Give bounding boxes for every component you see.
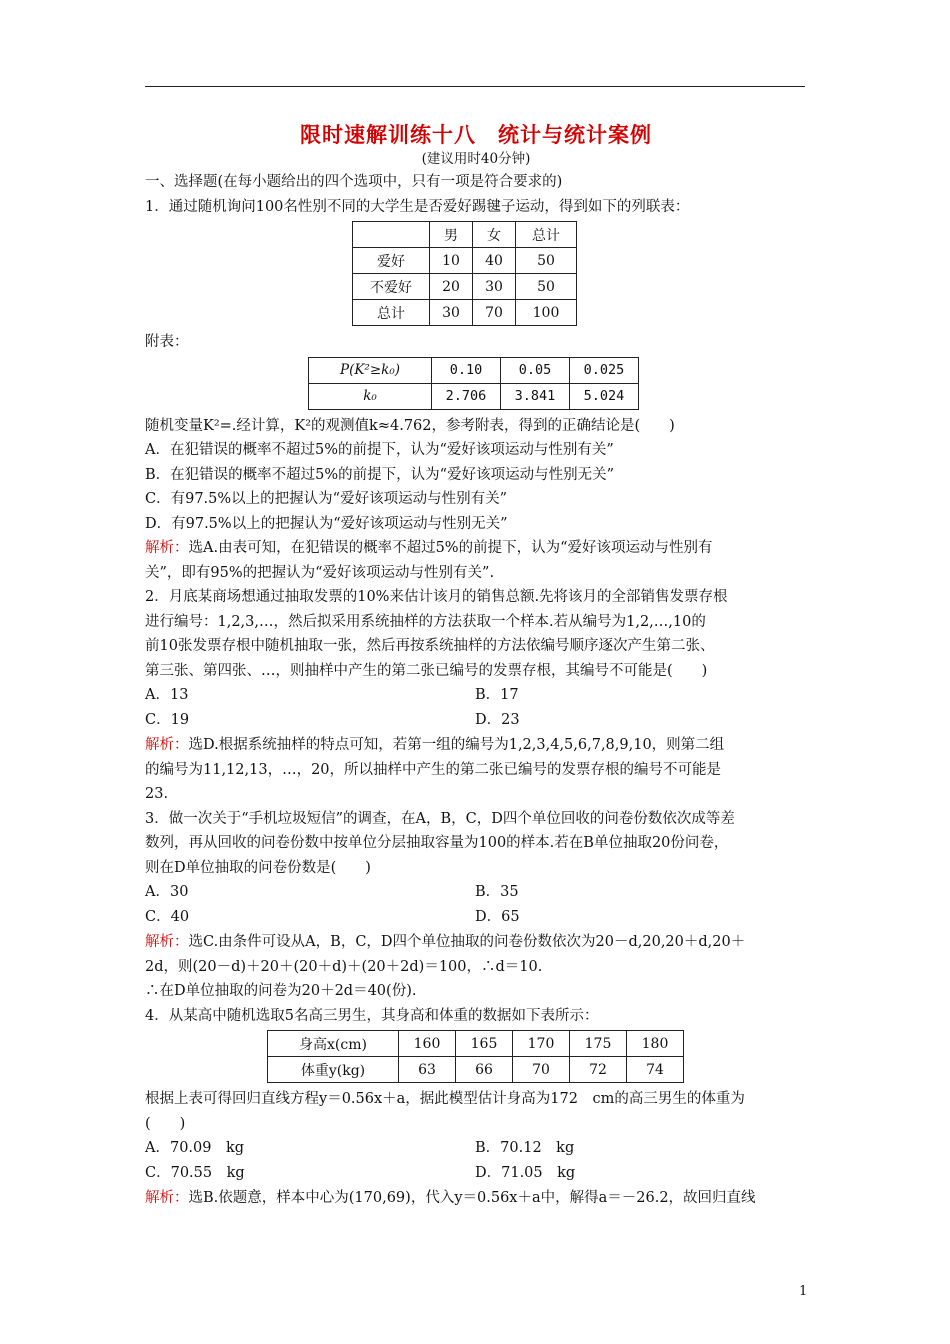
q3-analysis <box>145 930 807 955</box>
q1-option-c: C．有97.5%以上的把握认为“爱好该项运动与性别有关” <box>145 491 507 507</box>
q3-line-2: 数列，再从回收的问卷份数中按单位分层抽取容量为100的样本.若在B单位抽取20份问卷， <box>145 835 729 851</box>
q1-appendix-table <box>308 357 639 410</box>
q4-option-b: B．70.12 kg <box>475 1140 575 1156</box>
table-cell: P(K²≥k₀) <box>309 357 432 383</box>
q1-contingency-table <box>352 221 577 326</box>
q2-option-d: D．23 <box>475 712 520 728</box>
q1-analysis-cont: 关”，即有95%的把握认为“爱好该项运动与性别有关”. <box>145 564 495 581</box>
q3-options-row-2 <box>145 905 807 930</box>
page-subtitle: (建议用时40分钟) <box>421 151 531 167</box>
q3-options-row-1 <box>145 880 807 905</box>
table-cell: 170 <box>513 1031 570 1057</box>
table-cell: 男 <box>430 222 473 248</box>
q4-stem: 4．从某高中随机选取5名高三男生，其身高和体重的数据如下表所示： <box>145 1007 599 1024</box>
q4-line-1: 根据上表可得回归直线方程y＝0.56x＋a，据此模型估计身高为172 cm的高三男生的体重为 <box>145 1091 745 1107</box>
table-cell: 50 <box>516 274 577 300</box>
table-cell: 0.10 <box>432 357 501 383</box>
q2-line-3: 前10张发票存根中随机抽取一张，然后再按系统抽样的方法依编号顺序逐次产生第二张、 <box>145 638 715 654</box>
table-cell: 63 <box>399 1057 456 1083</box>
document-page <box>145 120 807 1211</box>
analysis-label: 解析： <box>145 1190 189 1206</box>
analysis-text: 选B.依题意，样本中心为(170,69)，代入y＝0.56x＋a中，解得a＝－26.2，故回归直线 <box>188 1190 756 1206</box>
q4-line-2: ( ) <box>145 1115 186 1132</box>
q1-option-a: A．在犯错误的概率不超过5%的前提下，认为“爱好该项运动与性别有关” <box>145 442 614 458</box>
q2-analysis-cont: 的编号为11,12,13，…，20，所以抽样中产生的第二张已编号的发票存根的编号不可能是 <box>145 761 722 778</box>
table-cell: 2.706 <box>432 383 501 409</box>
q2-option-c: C．19 <box>145 712 190 728</box>
q1-analysis <box>145 536 807 561</box>
analysis-label: 解析： <box>145 934 189 950</box>
analysis-label: 解析： <box>145 540 189 556</box>
q3-option-a: A．30 <box>145 884 189 900</box>
q3-option-c: C．40 <box>145 909 190 925</box>
table-cell: 5.024 <box>570 383 639 409</box>
table-cell: 体重y(kg) <box>268 1057 399 1083</box>
table-row <box>309 357 639 383</box>
q2-analysis-end: 23. <box>145 786 169 802</box>
table-cell: 0.05 <box>501 357 570 383</box>
q3-line-1: 3．做一次关于“手机垃圾短信”的调查，在A，B，C，D四个单位回收的问卷份数依次成等差 <box>145 810 735 827</box>
table-cell <box>353 222 430 248</box>
q2-option-a: A．13 <box>145 687 189 703</box>
q2-line-4: 第三张、第四张、…，则抽样中产生的第二张已编号的发票存根，其编号不可能是( ) <box>145 662 708 679</box>
table-cell: 100 <box>516 300 577 326</box>
table-cell: 160 <box>399 1031 456 1057</box>
q1-appendix-label: 附表： <box>145 334 189 350</box>
table-row <box>268 1031 684 1057</box>
analysis-text: 选A.由表可知，在犯错误的概率不超过5%的前提下，认为“爱好该项运动与性别有 <box>188 540 713 556</box>
q1-stem: 1．通过随机询问100名性别不同的大学生是否爱好踢毽子运动，得到如下的列联表： <box>145 198 690 215</box>
table-row <box>353 248 577 274</box>
table-row <box>353 222 577 248</box>
q4-option-c: C．70.55 kg <box>145 1165 245 1181</box>
table-cell: 女 <box>473 222 516 248</box>
q3-option-d: D．65 <box>475 909 520 925</box>
q4-data-table <box>267 1030 684 1083</box>
q1-text: 随机变量K²=.经计算，K²的观测值k≈4.762，参考附表，得到的正确结论是( ) <box>145 417 675 434</box>
table-cell: 50 <box>516 248 577 274</box>
table-row <box>268 1057 684 1083</box>
table-cell: 175 <box>570 1031 627 1057</box>
table-cell: 爱好 <box>353 248 430 274</box>
q4-option-d: D．71.05 kg <box>475 1165 576 1181</box>
analysis-text: 选D.根据系统抽样的特点可知，若第一组的编号为1,2,3,4,5,6,7,8,9,10，则第二组 <box>188 737 725 753</box>
q3-analysis-cont: 2d，则(20－d)＋20＋(20＋d)＋(20＋2d)＝100，∴d＝10. <box>145 958 543 975</box>
table-cell: 10 <box>430 248 473 274</box>
header-rule <box>145 86 805 87</box>
q1-option-d: D．有97.5%以上的把握认为“爱好该项运动与性别无关” <box>145 515 508 532</box>
q2-options-row-2 <box>145 708 807 733</box>
table-cell: 72 <box>570 1057 627 1083</box>
q2-option-b: B．17 <box>475 687 519 703</box>
table-row <box>309 383 639 409</box>
table-cell: 74 <box>627 1057 684 1083</box>
table-cell: k₀ <box>309 383 432 409</box>
table-cell: 180 <box>627 1031 684 1057</box>
table-cell: 20 <box>430 274 473 300</box>
section-heading: 一、选择题(在每小题给出的四个选项中，只有一项是符合要求的) <box>145 174 563 190</box>
table-cell: 身高x(cm) <box>268 1031 399 1057</box>
analysis-text: 选C.由条件可设从A，B，C，D四个单位抽取的问卷份数依次为20－d,20,20＋d,20＋ <box>188 934 746 950</box>
q2-options-row-1 <box>145 683 807 708</box>
q3-line-3: 则在D单位抽取的问卷份数是( ) <box>145 859 371 876</box>
table-cell: 66 <box>456 1057 513 1083</box>
table-cell: 总计 <box>516 222 577 248</box>
q4-options-row-2 <box>145 1161 807 1186</box>
table-cell: 总计 <box>353 300 430 326</box>
q3-analysis-end: ∴在D单位抽取的问卷为20＋2d＝40(份). <box>145 983 417 999</box>
table-cell: 不爱好 <box>353 274 430 300</box>
page-number: 1 <box>799 1284 808 1299</box>
q2-line-2: 进行编号：1,2,3,…，然后拟采用系统抽样的方法获取一个样本.若从编号为1,2,…,10的 <box>145 613 706 630</box>
table-cell: 3.841 <box>501 383 570 409</box>
q4-options-row-1 <box>145 1136 807 1161</box>
page-title: 限时速解训练十八 统计与统计案例 <box>300 123 652 147</box>
q2-line-1: 2．月底某商场想通过抽取发票的10%来估计该月的销售总额.先将该月的全部销售发票存根 <box>145 589 728 605</box>
table-cell: 0.025 <box>570 357 639 383</box>
table-row <box>353 300 577 326</box>
q3-option-b: B．35 <box>475 884 519 900</box>
q2-analysis <box>145 733 807 758</box>
table-cell: 70 <box>513 1057 570 1083</box>
table-cell: 70 <box>473 300 516 326</box>
table-cell: 30 <box>430 300 473 326</box>
table-cell: 30 <box>473 274 516 300</box>
table-row <box>353 274 577 300</box>
analysis-label: 解析： <box>145 737 189 753</box>
q4-option-a: A．70.09 kg <box>145 1140 245 1156</box>
table-cell: 165 <box>456 1031 513 1057</box>
q1-option-b: B．在犯错误的概率不超过5%的前提下，认为“爱好该项运动与性别无关” <box>145 466 614 483</box>
q4-analysis <box>145 1186 807 1211</box>
table-cell: 40 <box>473 248 516 274</box>
